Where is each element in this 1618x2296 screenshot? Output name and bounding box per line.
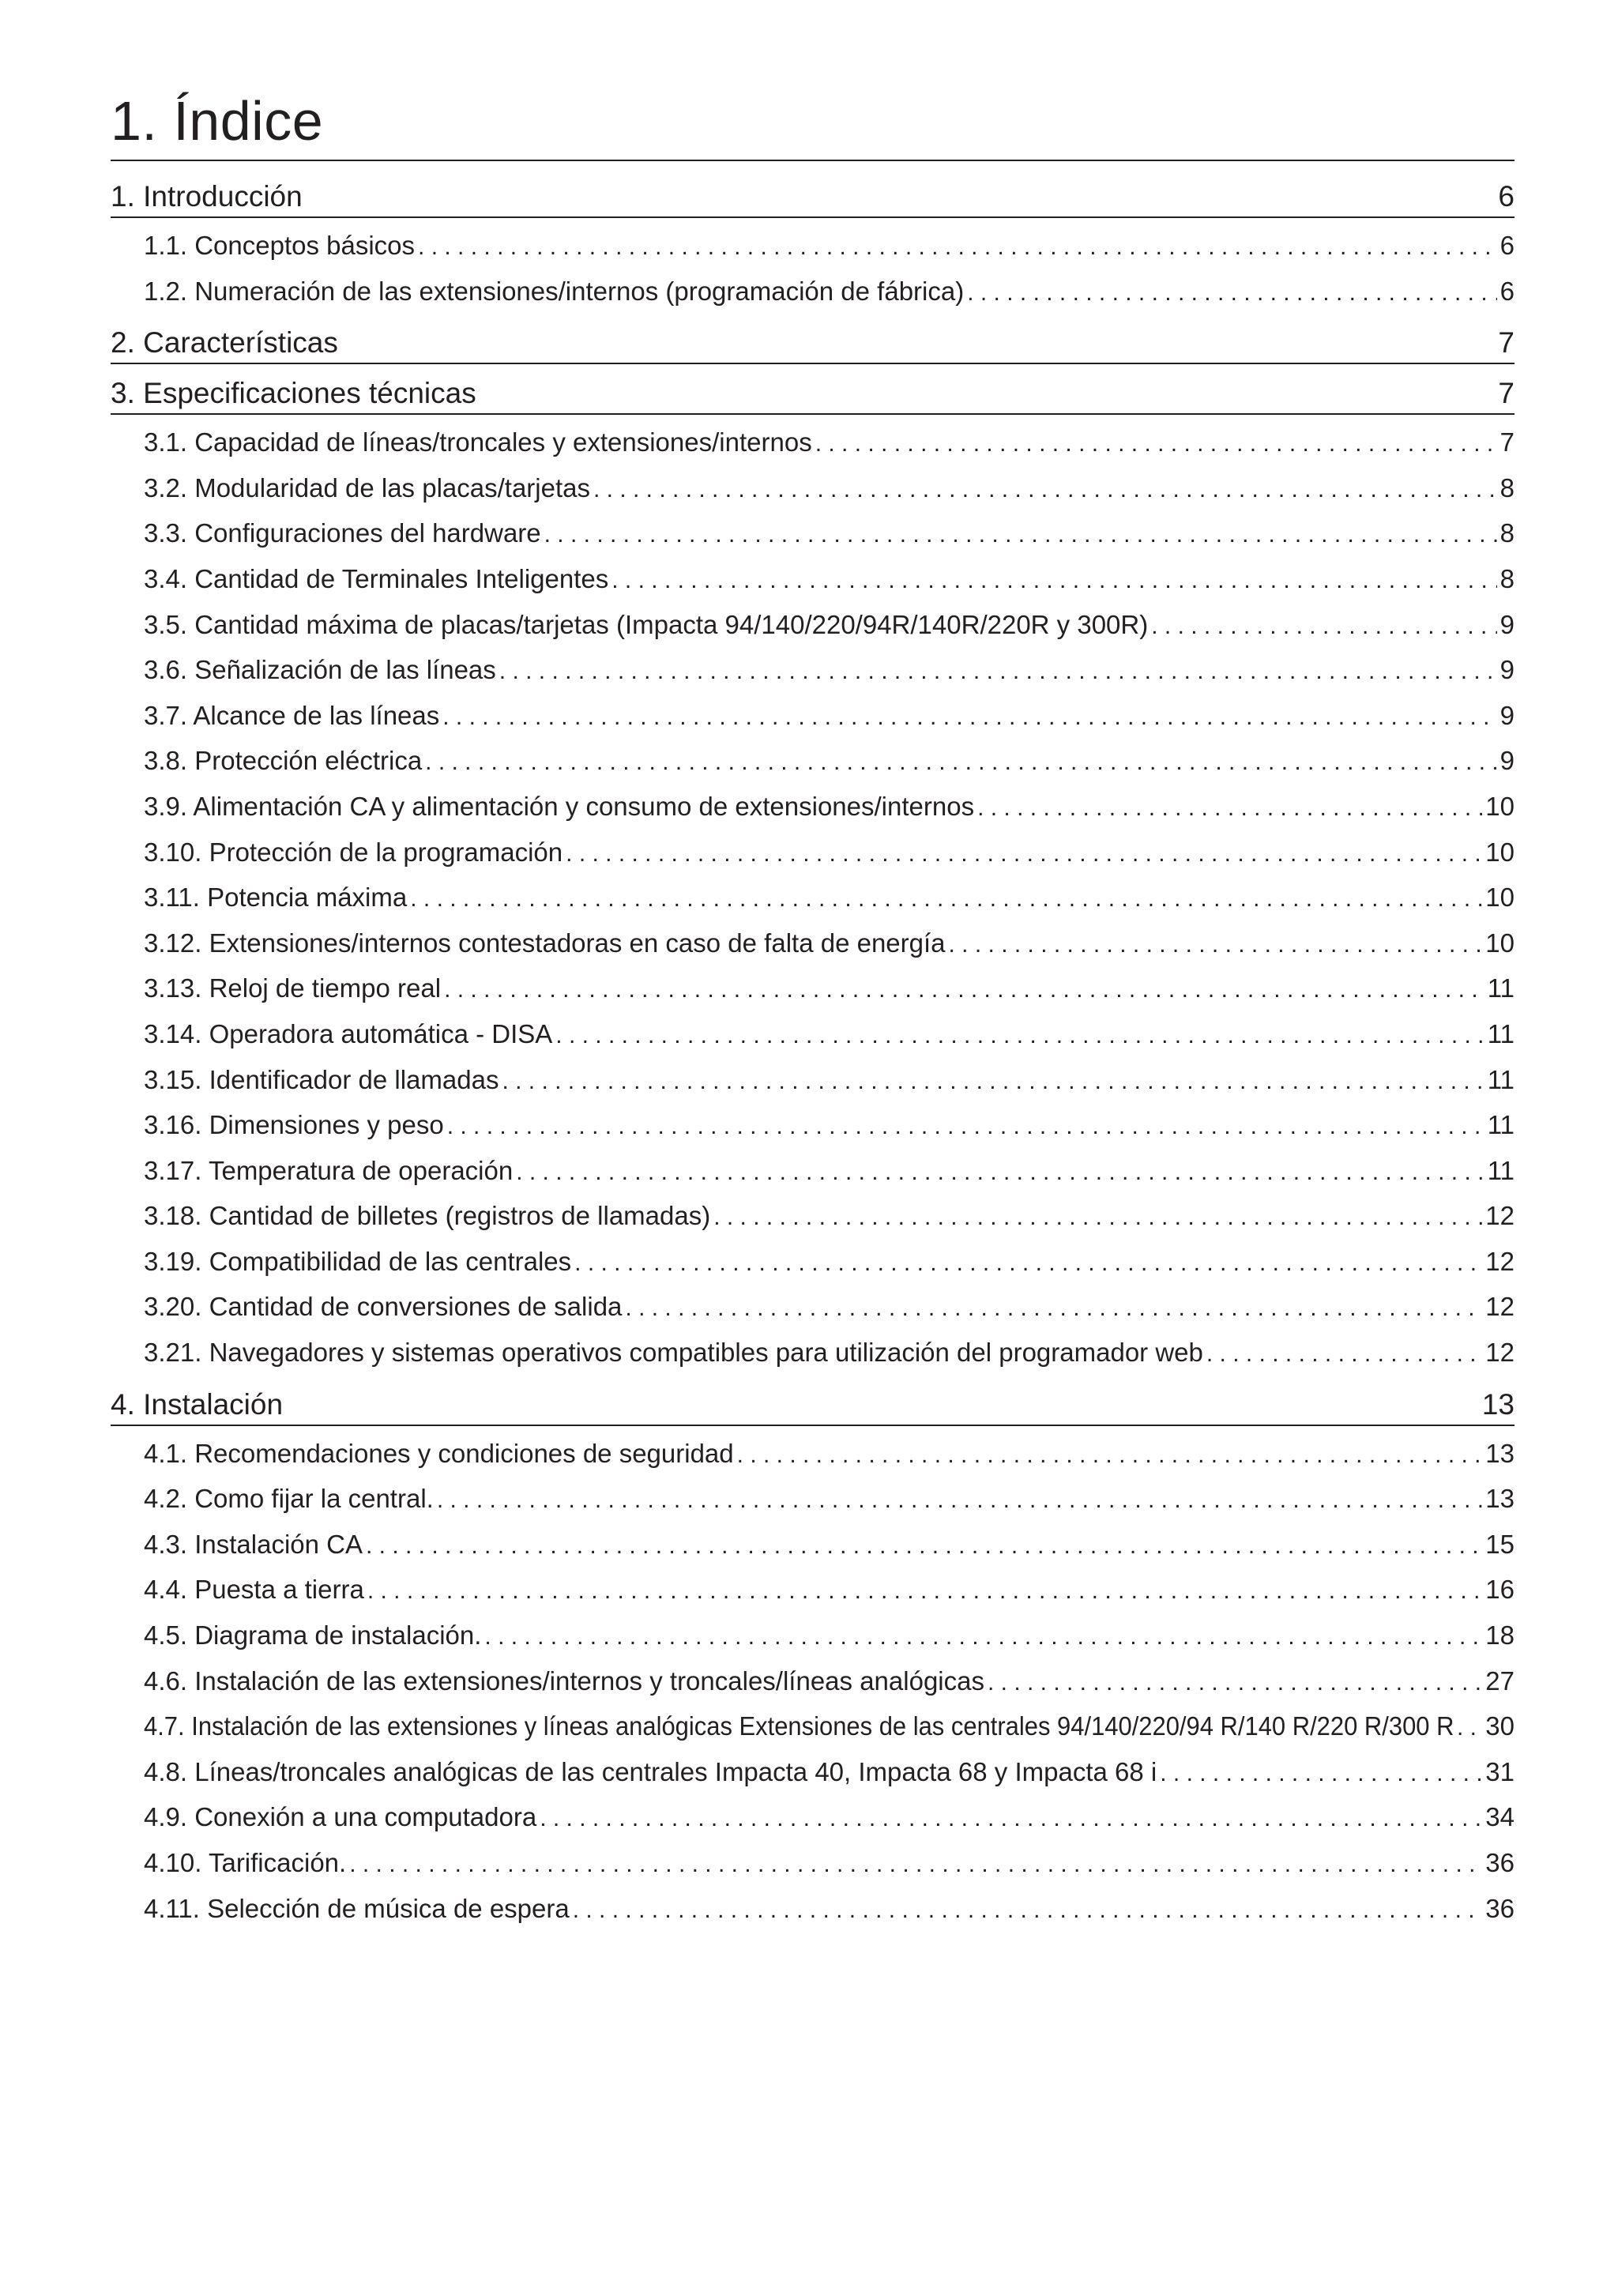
entry-title: 3.13. Reloj de tiempo real xyxy=(144,973,442,1003)
toc-entry[interactable] xyxy=(144,1613,1515,1658)
entry-title: 4.6. Instalación de las extensiones/internos y troncales/líneas analógicas xyxy=(144,1666,984,1696)
dot-leader xyxy=(502,1059,1484,1105)
dot-leader xyxy=(367,1568,1482,1614)
dot-leader xyxy=(499,649,1497,694)
dot-leader xyxy=(447,1104,1484,1150)
toc-entry[interactable] xyxy=(144,875,1515,920)
toc-entry[interactable] xyxy=(144,1330,1515,1376)
toc-entry[interactable] xyxy=(144,1886,1515,1932)
toc-entry[interactable] xyxy=(144,1703,1515,1749)
toc-entry[interactable] xyxy=(144,465,1515,511)
section-title: 2. Características xyxy=(111,326,338,359)
toc-section-heading[interactable] xyxy=(111,177,1515,218)
dot-leader xyxy=(737,1432,1483,1478)
entry-page-number: 9 xyxy=(1499,609,1515,639)
entry-page-number: 10 xyxy=(1485,883,1515,913)
entry-page-number: 10 xyxy=(1485,791,1515,821)
toc-entry[interactable] xyxy=(144,420,1515,465)
dot-leader xyxy=(544,512,1497,558)
entry-page-number: 18 xyxy=(1485,1620,1515,1650)
dot-leader xyxy=(425,740,1496,785)
entry-title: 4.7. Instalación de las extensiones y líneas analógicas Extensiones de las centrales 94/140/220/94 R/140 R/220 R/300 R xyxy=(144,1711,1454,1741)
dot-leader xyxy=(437,1477,1482,1523)
entry-page-number: 9 xyxy=(1499,655,1515,685)
dot-leader xyxy=(444,967,1484,1013)
entry-page-number: 34 xyxy=(1485,1802,1515,1832)
toc-entry[interactable] xyxy=(144,784,1515,830)
entry-title: 3.18. Cantidad de billetes (registros de llamadas) xyxy=(144,1201,711,1231)
entry-page-number: 11 xyxy=(1487,1110,1515,1140)
section-page-number: 7 xyxy=(1498,326,1515,359)
entry-page-number: 11 xyxy=(1487,1155,1515,1185)
entry-page-number: 11 xyxy=(1487,1018,1515,1048)
dot-leader xyxy=(1457,1705,1482,1751)
toc-entry[interactable] xyxy=(144,965,1515,1011)
dot-leader xyxy=(516,1150,1484,1195)
toc-entry-list xyxy=(111,1426,1515,1932)
dot-leader xyxy=(977,785,1482,831)
entry-title: 3.20. Cantidad de conversiones de salida xyxy=(144,1292,623,1322)
entry-title: 3.19. Compatibilidad de las centrales xyxy=(144,1246,572,1276)
entry-page-number: 8 xyxy=(1499,518,1515,548)
dot-leader xyxy=(573,1888,1483,1933)
table-of-contents-page xyxy=(111,90,1515,1931)
table-of-contents xyxy=(111,177,1515,1931)
entry-page-number: 12 xyxy=(1485,1292,1515,1322)
entry-page-number: 6 xyxy=(1499,276,1515,306)
dot-leader xyxy=(555,1013,1484,1059)
toc-entry[interactable] xyxy=(144,269,1515,314)
toc-entry[interactable] xyxy=(144,1749,1515,1795)
dot-leader xyxy=(442,694,1496,740)
entry-page-number: 12 xyxy=(1485,1338,1515,1368)
entry-page-number: 31 xyxy=(1485,1756,1515,1786)
dot-leader xyxy=(366,1523,1482,1569)
dot-leader xyxy=(593,467,1497,513)
entry-title: 4.2. Como fijar la central. xyxy=(144,1484,434,1514)
entry-title: 3.1. Capacidad de líneas/troncales y extensiones/internos xyxy=(144,427,812,457)
section-page-number: 6 xyxy=(1498,180,1515,213)
toc-entry[interactable] xyxy=(144,830,1515,875)
toc-section-heading[interactable] xyxy=(111,374,1515,415)
toc-entry[interactable] xyxy=(144,1193,1515,1239)
entry-page-number: 10 xyxy=(1485,837,1515,867)
section-title: 4. Instalación xyxy=(111,1387,284,1421)
entry-page-number: 12 xyxy=(1485,1201,1515,1231)
toc-entry[interactable] xyxy=(144,1148,1515,1194)
toc-entry[interactable] xyxy=(144,1840,1515,1886)
dot-leader xyxy=(1151,604,1496,649)
entry-page-number: 9 xyxy=(1499,746,1515,776)
toc-entry[interactable] xyxy=(144,1431,1515,1477)
entry-title: 3.9. Alimentación CA y alimentación y consumo de extensiones/internos xyxy=(144,791,975,821)
toc-section-heading[interactable] xyxy=(111,1385,1515,1426)
entry-title: 3.16. Dimensiones y peso xyxy=(144,1110,444,1140)
entry-title: 4.10. Tarificación. xyxy=(144,1848,347,1877)
page-title: 1. Índice xyxy=(111,93,1515,161)
entry-page-number: 12 xyxy=(1485,1246,1515,1276)
entry-page-number: 11 xyxy=(1487,1064,1515,1094)
section-page-number: 13 xyxy=(1481,1387,1515,1421)
entry-title: 3.4. Cantidad de Terminales Inteligentes xyxy=(144,563,609,593)
toc-entry[interactable] xyxy=(144,1567,1515,1613)
entry-title: 3.3. Configuraciones del hardware xyxy=(144,518,541,548)
toc-entry[interactable] xyxy=(144,738,1515,784)
toc-entry[interactable] xyxy=(144,1476,1515,1522)
toc-entry-list xyxy=(111,218,1515,314)
entry-title: 3.14. Operadora automática - DISA xyxy=(144,1018,553,1048)
dot-leader xyxy=(625,1285,1482,1331)
entry-title: 3.10. Protección de la programación xyxy=(144,837,563,867)
entry-title: 3.11. Potencia máxima xyxy=(144,883,408,913)
entry-title: 4.5. Diagrama de instalación. xyxy=(144,1620,482,1650)
entry-page-number: 30 xyxy=(1485,1711,1515,1741)
toc-entry-list xyxy=(111,415,1515,1375)
toc-entry[interactable] xyxy=(144,510,1515,556)
section-title: 1. Introducción xyxy=(111,180,303,213)
entry-page-number: 11 xyxy=(1487,973,1515,1003)
entry-page-number: 27 xyxy=(1485,1666,1515,1696)
entry-page-number: 36 xyxy=(1485,1848,1515,1877)
entry-title: 1.2. Numeración de las extensiones/internos (programación de fábrica) xyxy=(144,276,965,306)
entry-title: 3.7. Alcance de las líneas xyxy=(144,700,440,730)
entry-title: 4.11. Selección de música de espera xyxy=(144,1893,570,1923)
entry-title: 3.2. Modularidad de las placas/tarjetas xyxy=(144,472,590,502)
entry-page-number: 8 xyxy=(1499,563,1515,593)
dot-leader xyxy=(988,1660,1482,1706)
toc-entry[interactable] xyxy=(144,1239,1515,1285)
dot-leader xyxy=(349,1842,1482,1888)
entry-title: 3.5. Cantidad máxima de placas/tarjetas (Impacta 94/140/220/94R/140R/220R y 300R) xyxy=(144,609,1149,639)
entry-page-number: 16 xyxy=(1485,1575,1515,1605)
toc-entry[interactable] xyxy=(144,920,1515,966)
toc-entry[interactable] xyxy=(144,647,1515,693)
dot-leader xyxy=(574,1240,1482,1286)
entry-title: 3.12. Extensiones/internos contestadoras en caso de falta de energía xyxy=(144,928,946,958)
entry-title: 4.3. Instalación CA xyxy=(144,1529,363,1559)
entry-title: 1.1. Conceptos básicos xyxy=(144,231,416,260)
dot-leader xyxy=(611,558,1496,604)
dot-leader xyxy=(713,1195,1482,1240)
toc-entry[interactable] xyxy=(144,1284,1515,1330)
toc-entry[interactable] xyxy=(144,1522,1515,1568)
dot-leader xyxy=(410,876,1482,922)
toc-entry[interactable] xyxy=(144,602,1515,648)
entry-title: 4.8. Líneas/troncales analógicas de las centrales Impacta 40, Impacta 68 y Impacta 68 i xyxy=(144,1756,1157,1786)
toc-entry[interactable] xyxy=(144,556,1515,602)
toc-section-heading[interactable] xyxy=(111,323,1515,364)
dot-leader xyxy=(566,831,1482,877)
toc-entry[interactable] xyxy=(144,223,1515,269)
section-title: 3. Especificaciones técnicas xyxy=(111,377,476,410)
entry-title: 4.9. Conexión a una computadora xyxy=(144,1802,537,1832)
dot-leader xyxy=(815,421,1497,467)
entry-page-number: 9 xyxy=(1499,700,1515,730)
toc-entry[interactable] xyxy=(144,1011,1515,1057)
entry-title: 4.4. Puesta a tierra xyxy=(144,1575,364,1605)
entry-page-number: 6 xyxy=(1499,231,1515,260)
entry-page-number: 8 xyxy=(1499,472,1515,502)
dot-leader xyxy=(418,224,1497,270)
toc-entry[interactable] xyxy=(144,693,1515,739)
entry-title: 3.17. Temperatura de operación xyxy=(144,1155,514,1185)
entry-title: 3.6. Señalización de las líneas xyxy=(144,655,496,685)
dot-leader xyxy=(540,1796,1482,1842)
dot-leader xyxy=(967,270,1496,316)
entry-title: 3.15. Identificador de llamadas xyxy=(144,1064,499,1094)
entry-page-number: 10 xyxy=(1485,928,1515,958)
dot-leader xyxy=(1160,1751,1482,1797)
dot-leader xyxy=(484,1614,1482,1660)
dot-leader xyxy=(1206,1331,1482,1377)
entry-page-number: 13 xyxy=(1485,1438,1515,1468)
entry-page-number: 36 xyxy=(1485,1893,1515,1923)
toc-entry[interactable] xyxy=(144,1102,1515,1148)
toc-entry[interactable] xyxy=(144,1658,1515,1704)
entry-title: 3.21. Navegadores y sistemas operativos compatibles para utilización del programador web xyxy=(144,1338,1203,1368)
entry-title: 4.1. Recomendaciones y condiciones de seguridad xyxy=(144,1438,734,1468)
entry-page-number: 15 xyxy=(1485,1529,1515,1559)
dot-leader xyxy=(949,922,1483,968)
entry-page-number: 13 xyxy=(1485,1484,1515,1514)
entry-title: 3.8. Protección eléctrica xyxy=(144,746,423,776)
toc-entry[interactable] xyxy=(144,1794,1515,1840)
entry-page-number: 7 xyxy=(1499,427,1515,457)
toc-entry[interactable] xyxy=(144,1057,1515,1103)
section-page-number: 7 xyxy=(1498,377,1515,410)
